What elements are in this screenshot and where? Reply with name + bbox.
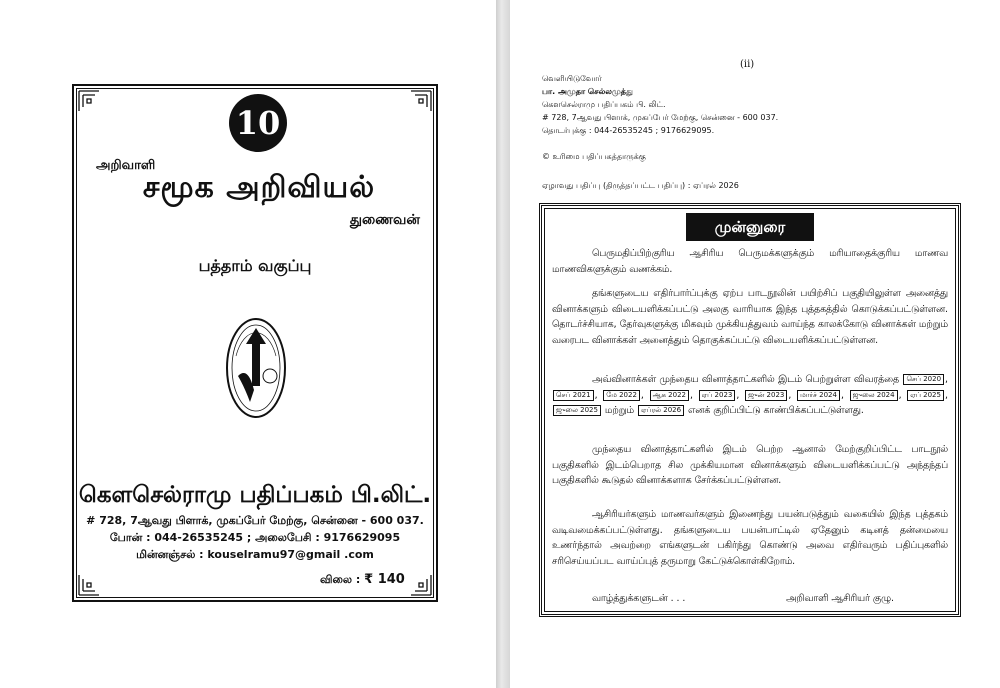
corner-ornament-icon xyxy=(78,574,100,596)
preface-text: பெருமதிப்பிற்குரிய ஆசிரிய பெருமக்களுக்கும் மரியாதைக்குரிய மாணவ மாணவிகளுக்கும் வணக்கம். xyxy=(552,248,948,275)
corner-ornament-icon xyxy=(410,90,432,112)
exam-tag: ஜுலை 2024 xyxy=(850,390,898,401)
preface-text: முந்தைய வினாத்தாட்களில் இடம் பெற்ற ஆனால் மேற்குறிப்பிட்ட பாடநூல் பகுதிகளில் இடம்பெறாத சில முக்கியமான வினாக்களும் விடையளிக்கப்பட்டு அந்தந்தப் பகுதிகளில் கூடுதல் வினாக்களாக சேர்க்கப்பட்டுள்ளன. xyxy=(552,444,948,487)
imprint-phone: தொடர்புக்கு : 044-26535245 ; 9176629095. xyxy=(542,126,715,135)
cover-page xyxy=(0,0,496,688)
preface-signature: அறிவாளி ஆசிரியர் குழு. xyxy=(786,593,894,604)
book-gutter xyxy=(496,0,510,688)
page-number: (ii) xyxy=(740,59,755,70)
exam-tag: செப் 2021 xyxy=(553,390,594,401)
preface-paragraph xyxy=(552,442,948,489)
imprint-address: # 728, 7ஆவது பிளாக், முகப்பேர் மேற்கு, சென்னை - 600 037. xyxy=(542,113,779,122)
preface-paragraph xyxy=(552,286,948,348)
exam-tag: மே 2022 xyxy=(603,390,640,401)
preface-heading: முன்னுரை xyxy=(686,213,814,241)
exam-tag: ஏப் 2023 xyxy=(699,390,736,401)
exam-tag: மார்ச் 2024 xyxy=(797,390,840,401)
exam-tag: ஆக 2022 xyxy=(650,390,689,401)
preface-text: மற்றும் xyxy=(604,405,634,417)
preface-text: ஆசிரியர்களும் மாணவர்களும் இணைந்து பயன்படுத்தும் வகையில் இந்த புத்தகம் வடிவமைக்கப்பட்டுள்ளது. தங்களுடைய பயன்பாட்டில் ஏதேனும் கடினத் தன்மையை உணர்ந்தால் அவற்றை எங்களுடன் பகிர்ந்து கொண்டு அவை எதிர்வரும் பதிப்புகளில் சரிசெய்யப்பட வாய்ப்புத் தருமாறு கேட்டுக்கொள்கிறோம். xyxy=(552,509,948,567)
exam-tag: ஏப் 2025 xyxy=(907,390,944,401)
exam-tag: ஜுலை 2025 xyxy=(553,405,601,416)
preface-text: தங்களுடைய எதிர்பார்ப்புக்கு ஏற்ப பாடநூலின் பயிற்சிப் பகுதியிலுள்ள அனைத்து வினாக்களும் விடையளிக்கப்பட்டு அலகு வாரியாக இந்த புத்தகத்தில் கொடுக்கப்பட்டுள்ளன. தொடர்ச்சியாக, தேர்வுகளுக்கு மிகவும் முக்கியத்துவம் வாய்ந்த காலக்கோடு வினாக்கள் மற்றும் வரைபட வினாக்கள் அனைத்தும் தொகுக்கப்பட்டு விடையளிக்கப்பட்டுள்ளன. xyxy=(552,288,948,346)
preface-page xyxy=(510,0,1000,688)
grade-badge: 10 xyxy=(229,94,287,152)
price xyxy=(320,572,405,588)
publisher-logo-icon xyxy=(224,316,288,420)
exam-tag: ஜுன் 2023 xyxy=(745,390,787,401)
guide-label: துணைவன் xyxy=(349,212,420,228)
exam-tag: செப் 2020 xyxy=(903,374,944,385)
imprint-copyright: © உரிமை பதிப்பகத்தாருக்கு xyxy=(542,152,646,161)
preface-paragraph xyxy=(552,507,948,569)
exam-tag: ஏப்ரல் 2026 xyxy=(638,405,684,416)
publisher-address: # 728, 7ஆவது பிளாக், முகப்பேர் மேற்கு, சென்னை - 600 037. xyxy=(86,514,424,527)
imprint-person: பா. அமுதா செல்லமுத்து xyxy=(542,87,633,96)
subject-title: சமூக அறிவியல் xyxy=(142,170,376,205)
publisher-email: மின்னஞ்சல் : kouselramu97@gmail .com xyxy=(136,548,374,561)
price-label: விலை : xyxy=(320,573,361,586)
preface-text: அவ்வினாக்கள் முந்தைய வினாத்தாட்களில் இடம் பெற்றுள்ள விவரத்தை xyxy=(592,374,900,385)
preface-closing: வாழ்த்துக்களுடன் . . . xyxy=(592,593,686,604)
corner-ornament-icon xyxy=(410,574,432,596)
imprint-publisher-heading: வெளியிடுவோர் xyxy=(542,74,602,83)
price-value: ₹ 140 xyxy=(364,572,405,587)
preface-paragraph xyxy=(552,246,948,277)
publisher-name: கௌசெல்ராமு பதிப்பகம் பி.லிட். xyxy=(78,482,432,508)
class-label: பத்தாம் வகுப்பு xyxy=(198,256,312,275)
corner-ornament-icon xyxy=(78,90,100,112)
preface-paragraph: அவ்வினாக்கள் முந்தைய வினாத்தாட்களில் இடம் பெற்றுள்ள விவரத்தை செப் 2020 , செப் 2021 , மே 2022 , ஆக 2022 , ஏப் 2023 , ஜுன் 2023 , மார்ச் 2024 , ஜுலை 2024 , ஏப் 2025 , ஜுலை 2025 மற்றும் ஏப்ரல் 2026 எனக் குறிப்பிட்டு காண்பிக்கப்பட்டுள்ளது. xyxy=(552,372,948,419)
publisher-phone: போன் : 044-26535245 ; அலைபேசி : 9176629095 xyxy=(109,531,401,544)
series-name: அறிவாளி xyxy=(96,158,156,173)
preface-text: எனக் குறிப்பிட்டு காண்பிக்கப்பட்டுள்ளது. xyxy=(688,405,864,417)
imprint-edition: ஏழாவது பதிப்பு (திருத்தப்பட்ட பதிப்பு) : ஏப்ரல் 2026 xyxy=(542,181,739,190)
imprint-publisher: கௌசெல்ராமு பதிப்பகம் பி. லிட். xyxy=(542,100,666,109)
